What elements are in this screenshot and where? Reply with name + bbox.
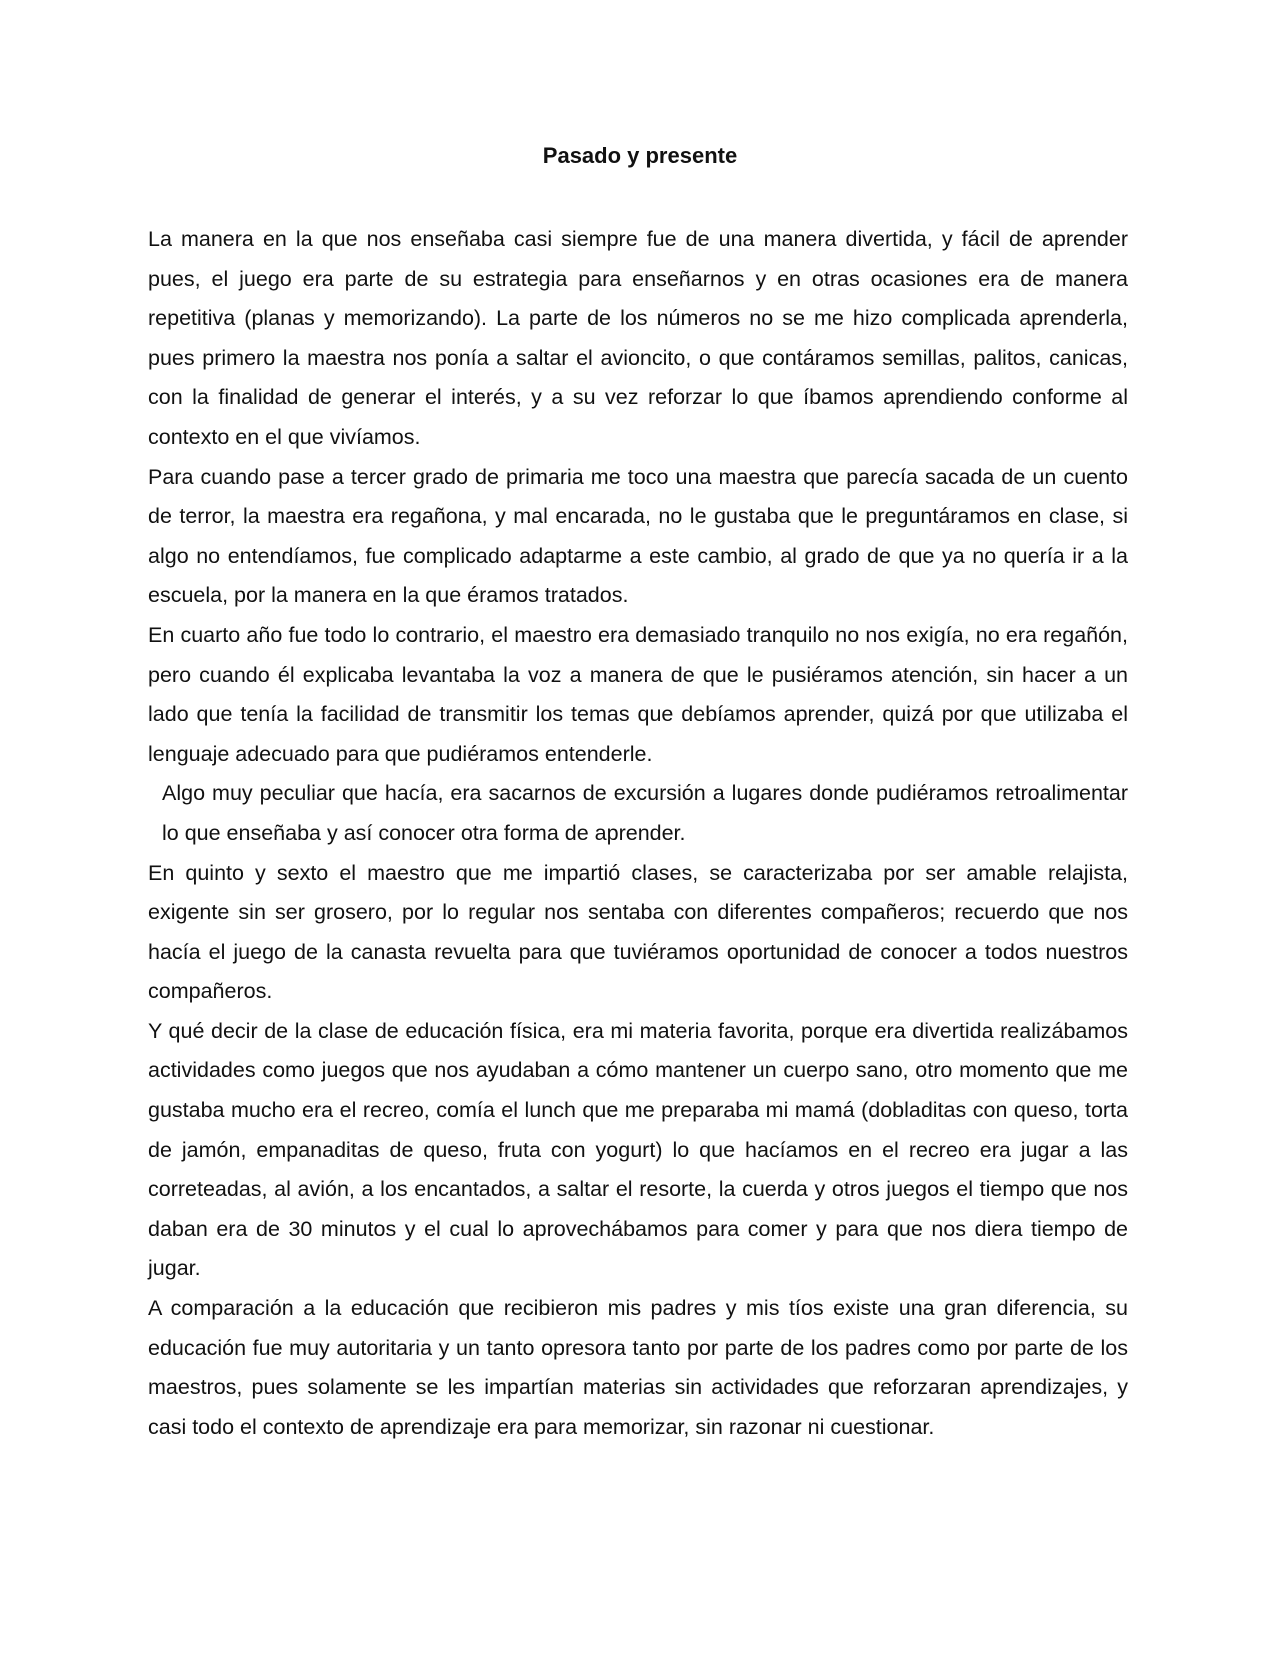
paragraph-3: En cuarto año fue todo lo contrario, el maestro era demasiado tranquilo no nos exigía, no era regañón, pero cuando él explicaba levantaba la voz a manera de que le pusiéramos atención, sin hacer a un lado que tenía la facilidad de transmitir los temas que debíamos aprender, quizá por que utilizaba el lenguaje adecuado para que pudiéramos entenderle. <box>148 622 1128 766</box>
paragraph-4: Algo muy peculiar que hacía, era sacarnos de excursión a lugares donde pudiéramos retroalimentar lo que enseñaba y así conocer otra forma de aprender. <box>162 781 1128 845</box>
paragraph-5: En quinto y sexto el maestro que me impartió clases, se caracterizaba por ser amable relajista, exigente sin ser grosero, por lo regular nos sentaba con diferentes compañeros; recuerdo que nos hacía el juego de la canasta revuelta para que tuviéramos oportunidad de conocer a todos nuestros compañeros. <box>148 860 1128 1004</box>
paragraph-2: Para cuando pase a tercer grado de primaria me toco una maestra que parecía sacada de un cuento de terror, la maestra era regañona, y mal encarada, no le gustaba que le preguntáramos en clase, si algo no entendíamos, fue complicado adaptarme a este cambio, al grado de que ya no quería ir a la escuela, por la manera en la que éramos tratados. <box>148 464 1128 608</box>
document-body <box>148 220 1128 1447</box>
document-title: Pasado y presente <box>542 143 738 168</box>
paragraph-6: Y qué decir de la clase de educación física, era mi materia favorita, porque era divertida realizábamos actividades como juegos que nos ayudaban a cómo mantener un cuerpo sano, otro momento que me gustaba mucho era el recreo, comía el lunch que me preparaba mi mamá (dobladitas con queso, torta de jamón, empanaditas de queso, fruta con yogurt) lo que hacíamos en el recreo era jugar a las correteadas, al avión, a los encantados, a saltar el resorte, la cuerda y otros juegos el tiempo que nos daban era de 30 minutos y el cual lo aprovechábamos para comer y para que nos diera tiempo de jugar. <box>148 1018 1128 1281</box>
paragraph-7: A comparación a la educación que recibieron mis padres y mis tíos existe una gran diferencia, su educación fue muy autoritaria y un tanto opresora tanto por parte de los padres como por parte de los maestros, pues solamente se les impartían materias sin actividades que reforzaran aprendizajes, y casi todo el contexto de aprendizaje era para memorizar, sin razonar ni cuestionar. <box>148 1296 1128 1439</box>
paragraph-1: La manera en la que nos enseñaba casi siempre fue de una manera divertida, y fácil de aprender pues, el juego era parte de su estrategia para enseñarnos y en otras ocasiones era de manera repetitiva (planas y memorizando). La parte de los números no se me hizo complicada aprenderla, pues primero la maestra nos ponía a saltar el avioncito, o que contáramos semillas, palitos, canicas, con la finalidad de generar el interés, y a su vez reforzar lo que íbamos aprendiendo conforme al contexto en el que vivíamos. <box>148 227 1128 449</box>
